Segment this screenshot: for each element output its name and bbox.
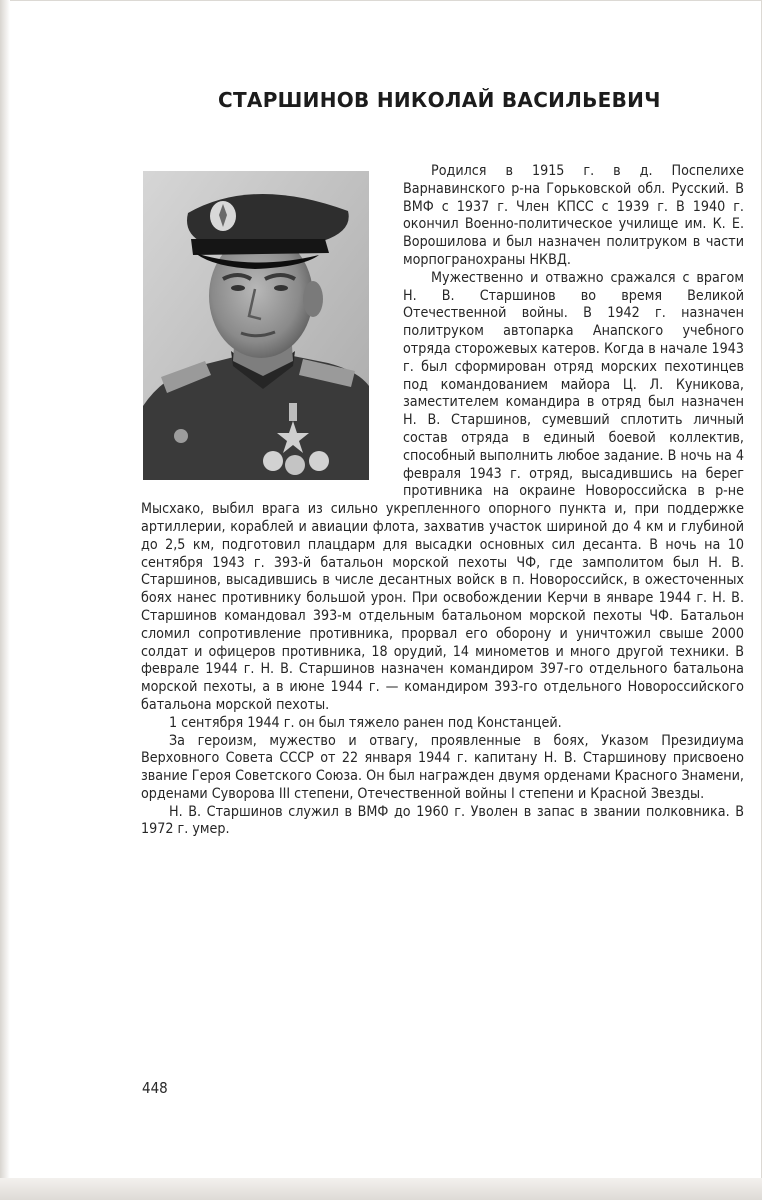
page-spine-shadow: [0, 0, 10, 1200]
biography-text: [141, 163, 744, 839]
paragraph-wounded: 1 сентября 1944 г. он был тяжело ранен под Констанцей.: [169, 714, 562, 731]
paragraph-birth: Родился в 1915 г. в д. Поспелихе Варнавинского р-на Горьковской обл. Русский. В ВМФ с 1937 г. Член КПСС с 1939 г. В 1940 г. окончил Военно-политическое училище им. К. Е. Ворошилова и был назначен политруком в части морпогранохраны НКВД.: [403, 163, 744, 268]
page-number: 448: [142, 1079, 168, 1097]
paragraph-war-service: Мужественно и отважно сражался с врагом Н. В. Старшинов во время Великой Отечественной войны. В 1942 г. назначен политруком автопарка Анапского учебного отряда сторожевых катеров. Когда в начале 1943 г. был сформирован отряд морских пехотинцев под командованием майора Ц. Л. Куникова, заместителем командира в отряд был назначен Н. В. Старшинов, сумевший сплотить личный состав отряда в единый боевой коллектив, способный выполнить любое задание. В ночь на 4 февраля 1943 г. отряд, высадившись на берег противника на окраине Новороссийска в р-не Мысхако, выбил врага из сильно укрепленного опорного пункта и, при поддержке артиллерии, кораблей и авиации флота, захватив участок шириной до 4 км и глубиной до 2,5 км, подготовил плацдарм для высадки основных сил десанта. В ночь на 10 сентября 1943 г. 393-й батальон морской пехоты ЧФ, где замполитом был Н. В. Старшинов, высадившись в числе десантных войск в п. Новороссийск, в ожесточенных боях нанес противнику большой урон. При освобождении Керчи в январе 1944 г. Н. В. Старшинов командовал 393-м отдельным батальоном морской пехоты ЧФ. Батальон сломил сопротивление противника, прорвал его оборону и уничтожил свыше 2000 солдат и офицеров противника, 18 орудий, 14 минометов и много другой техники. В феврале 1944 г. Н. В. Старшинов назначен командиром 397-го отдельного батальона морской пехоты, а в июне 1944 г. — командиром 393-го отдельного Новороссийского батальона морской пехоты.: [141, 269, 744, 713]
paragraph-awards: За героизм, мужество и отвагу, проявленные в боях, Указом Президиума Верховного Совета СССР от 22 января 1944 г. капитану Н. В. Старшинову присвоено звание Героя Советского Союза. Он был награжден двумя орденами Красного Знамени, орденами Суворова III степени, Отечественной войны I степени и Красной Звезды.: [141, 732, 744, 802]
photo-wrap-spacer: [141, 163, 403, 496]
paragraph-retirement: Н. В. Старшинов служил в ВМФ до 1960 г. Уволен в запас в звании полковника. В 1972 г. умер.: [141, 803, 744, 838]
page-title: СТАРШИНОВ НИКОЛАЙ ВАСИЛЬЕВИЧ: [218, 88, 661, 112]
